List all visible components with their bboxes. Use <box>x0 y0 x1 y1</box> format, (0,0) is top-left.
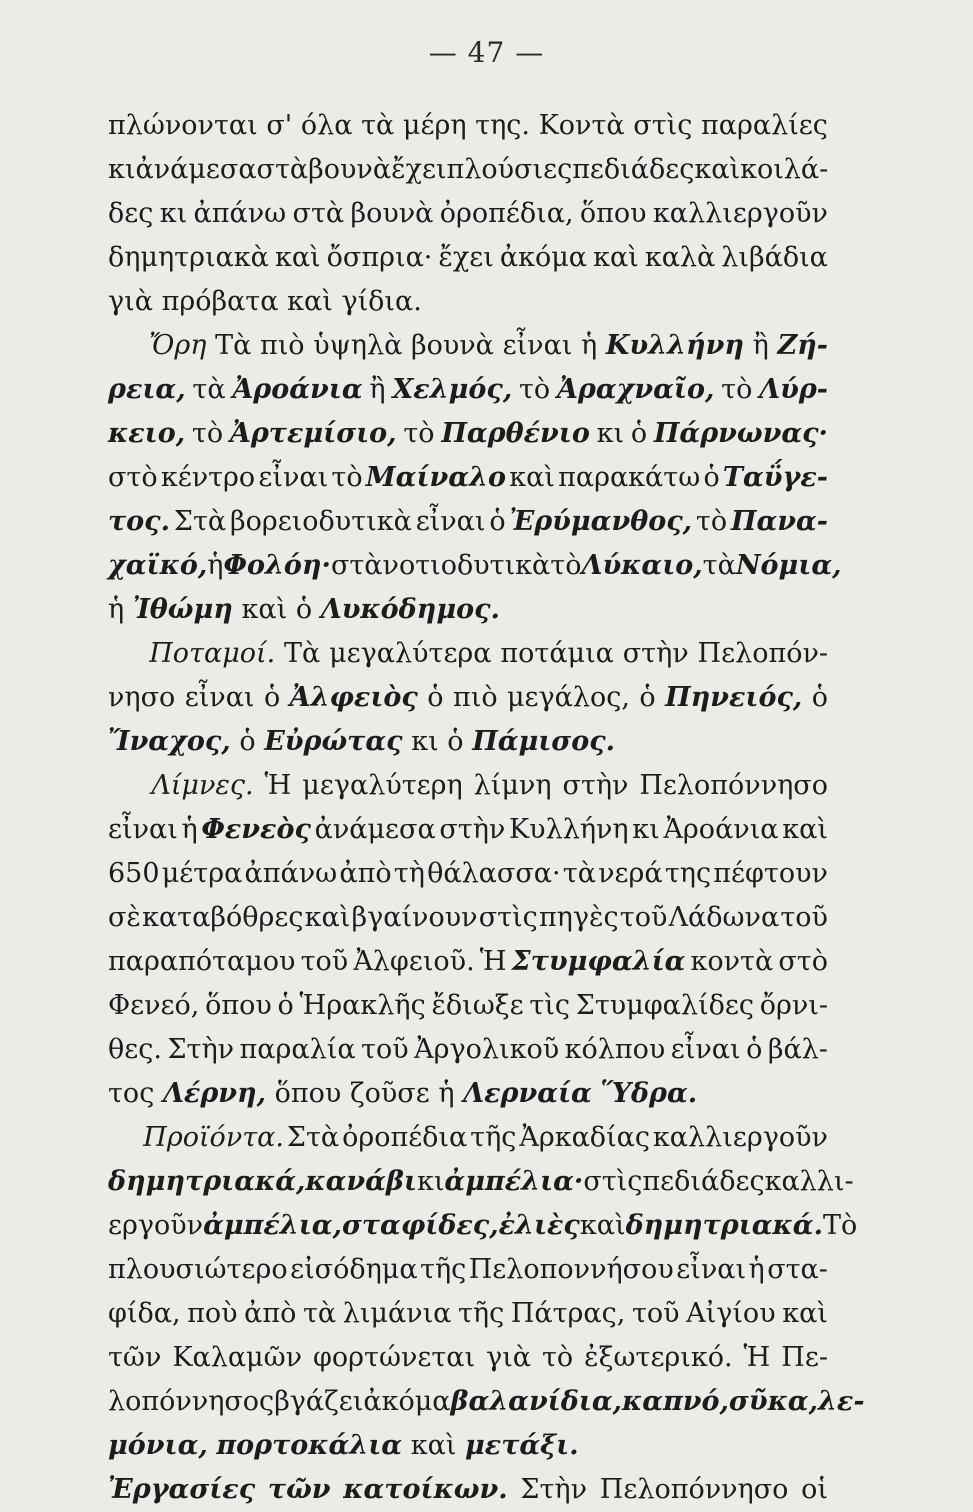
word: Λύκαιο, <box>581 550 703 581</box>
word: καλλιεργοῦν <box>652 198 828 229</box>
word: Ἀροάνια <box>232 374 363 405</box>
word: Λέρνη, <box>162 1078 267 1109</box>
text-line <box>108 764 828 808</box>
word: Πηνειός, <box>665 682 803 713</box>
text-line <box>108 500 828 544</box>
word: εἶναι <box>676 1254 747 1285</box>
word: παραλία <box>239 1034 356 1065</box>
word: εἶναι <box>108 814 178 845</box>
word: τὸ <box>541 1342 574 1373</box>
text-line <box>108 1072 828 1116</box>
word: εἶναι <box>502 330 573 361</box>
word: ὁ <box>639 682 656 713</box>
word: ἀπάνω <box>244 858 338 889</box>
word: Λάδωνα <box>668 902 780 933</box>
word: λίμνη <box>473 770 552 801</box>
word: Πάρνωνας· <box>653 418 828 449</box>
word: κόλπου <box>564 1034 666 1065</box>
word: ὁ <box>277 990 294 1021</box>
word: καὶ <box>782 814 828 845</box>
word: Ἡρακλῆς <box>299 990 426 1021</box>
word: Πελοπόννησο <box>599 1474 789 1505</box>
text-line <box>108 940 828 984</box>
text-line <box>108 1292 828 1336</box>
word: Μαίναλο <box>365 462 506 493</box>
word: μέρη <box>402 110 467 141</box>
word: Κυλλήνη <box>605 330 744 361</box>
word: στὸ <box>778 946 828 977</box>
word: νοτιοδυτικὰ <box>382 550 551 581</box>
text-line <box>108 236 828 280</box>
word: πορτοκάλια <box>216 1430 403 1461</box>
word: καὶ <box>304 902 351 933</box>
word: κατοίκων. <box>343 1474 508 1505</box>
word: τὴ <box>393 858 425 889</box>
word: καλὰ <box>644 242 716 273</box>
word: ἢ <box>752 330 769 361</box>
word: μεγαλύτερα <box>329 638 492 669</box>
word: εἶναι <box>258 462 329 493</box>
word: Ἡ <box>743 1342 771 1373</box>
word: Φολόη· <box>223 550 331 581</box>
word: γίδια. <box>341 286 422 317</box>
word: μέτρα <box>161 858 243 889</box>
word: ὀροπέδια, <box>439 198 574 229</box>
word: ἡ <box>748 1254 765 1285</box>
word: καὶ <box>509 462 555 493</box>
word: ὁ <box>295 594 313 625</box>
word: στὰ <box>292 198 345 229</box>
word: της. <box>475 110 530 141</box>
word: ἡ <box>207 550 224 581</box>
word: γιὰ <box>486 1342 532 1373</box>
word: τὸ <box>550 550 582 581</box>
word: καὶ <box>579 1210 626 1241</box>
word: Πάτρας, <box>510 1298 626 1329</box>
word: σῦκα, <box>728 1386 818 1417</box>
word: παρακάτω <box>558 462 701 493</box>
word: τὸ <box>519 374 551 405</box>
word: Λυκόδημος. <box>320 594 500 625</box>
word: Στὰ <box>286 1122 340 1153</box>
word: δημητριακὰ <box>108 242 269 273</box>
word: μεγάλος, <box>507 682 630 713</box>
word: τῆς <box>470 1122 517 1153</box>
word: ὑψηλὰ <box>313 330 403 361</box>
word: οἱ <box>801 1474 828 1505</box>
text-line <box>108 588 828 632</box>
word: τῆς <box>420 1254 467 1285</box>
word: τοῦ <box>361 1034 409 1065</box>
word: Ζή- <box>777 330 828 361</box>
word: τὰ <box>192 374 226 405</box>
word: Τὰ <box>284 638 321 669</box>
text-line <box>108 1204 858 1248</box>
word: Ποταμοί. <box>149 638 276 669</box>
word: βουνὰ <box>410 330 494 361</box>
word: λε- <box>817 1386 865 1417</box>
word: σταφίδες, <box>341 1210 499 1241</box>
word: νερά <box>598 858 663 889</box>
word: όλα <box>300 110 353 141</box>
word: Ἴναχος, <box>108 726 231 757</box>
text-line <box>108 984 828 1028</box>
word: ἢ <box>369 374 386 405</box>
word: Πανα- <box>730 506 828 537</box>
word: σ' <box>266 110 293 141</box>
text-line <box>108 1424 828 1468</box>
body-text <box>108 104 865 1512</box>
text-line <box>108 1468 828 1512</box>
word: σὲ <box>108 902 141 933</box>
text-line <box>108 192 828 236</box>
word: Ἐρύμανθος, <box>509 506 693 537</box>
word: ὁ <box>489 506 506 537</box>
word: πεδιάδες <box>642 1166 765 1197</box>
page-number: — 47 — <box>428 36 545 69</box>
word: καὶ <box>593 242 639 273</box>
word: λοπόννησος <box>108 1386 275 1417</box>
word: χαϊκό, <box>108 550 208 581</box>
word: ὅπου <box>274 1078 342 1109</box>
word: στὴν <box>622 638 689 669</box>
word: τῶν <box>267 1474 331 1505</box>
word: καλλιεργοῦν <box>652 1122 828 1153</box>
word: πιὸ <box>259 330 305 361</box>
word: πλούσιες <box>446 154 573 185</box>
text-line <box>108 456 828 500</box>
text-line <box>108 544 842 588</box>
word: πρόβατα <box>161 286 279 317</box>
word: τὸ <box>721 374 753 405</box>
text-line <box>108 280 828 324</box>
text-line <box>108 148 828 192</box>
word: στὶς <box>633 110 693 141</box>
word: Στυμφαλία <box>511 946 686 977</box>
word: βγάζει <box>274 1386 364 1417</box>
word: ἀπὸ <box>339 858 392 889</box>
word: κι <box>159 198 188 229</box>
word: κι <box>108 154 136 185</box>
word: μεγαλύτερη <box>302 770 463 801</box>
word: μόνια, <box>108 1430 208 1461</box>
word: μετάξι. <box>465 1430 579 1461</box>
word: Τὰ <box>215 330 252 361</box>
word: δημητριακά. <box>625 1210 823 1241</box>
text-line <box>108 720 828 764</box>
word: ἔδιωξε <box>431 990 524 1021</box>
word: Τὸ <box>822 1210 858 1241</box>
word: κι <box>411 726 439 757</box>
word: εργοῦν <box>108 1210 204 1241</box>
word: λιβάδια <box>721 242 828 273</box>
word: ποτάμια <box>500 638 614 669</box>
word: εἰσόδημα <box>290 1254 418 1285</box>
text-line <box>108 324 828 368</box>
word: πέφτουν <box>713 858 828 889</box>
word: Στὴν <box>167 1034 235 1065</box>
word: βγαίνουν <box>351 902 478 933</box>
word: Εὐρώτας <box>264 726 403 757</box>
word: στὰ <box>256 154 309 185</box>
word: ὁ <box>703 462 720 493</box>
word: Πελοπόννησο <box>639 770 828 801</box>
text-line <box>108 1160 854 1204</box>
word: εἶναι <box>670 1034 741 1065</box>
word: καὶ <box>241 594 288 625</box>
word: στὶς <box>478 902 538 933</box>
word: βάλ- <box>767 1034 828 1065</box>
word: ὁ <box>239 726 256 757</box>
text-line <box>108 368 828 412</box>
word: κανάβι <box>305 1166 417 1197</box>
word: ποὺ <box>187 1298 238 1329</box>
word: ὄρνι- <box>759 990 828 1021</box>
word: τὸ <box>403 418 435 449</box>
word: ἔχει <box>391 154 447 185</box>
word: κέντρο <box>160 462 256 493</box>
word: Χελμός, <box>392 374 513 405</box>
word: Λερναία <box>463 1078 592 1109</box>
word: φίδα, <box>108 1298 181 1329</box>
word: νησο <box>108 682 176 713</box>
word: τοῦ <box>300 946 349 977</box>
word: ἀμπέλια· <box>444 1166 584 1197</box>
text-line <box>108 632 828 676</box>
word: Κυλλήνη <box>509 814 629 845</box>
word: πηγὲς <box>538 902 619 933</box>
text-line <box>108 1248 828 1292</box>
word: ἀκόμα <box>499 242 588 273</box>
word: πιὸ <box>452 682 498 713</box>
text-line <box>108 1336 828 1380</box>
word: ὅπου <box>205 990 272 1021</box>
word: Στὰ <box>173 506 227 537</box>
word: βουνὰ <box>308 154 392 185</box>
word: καλλι- <box>764 1166 854 1197</box>
word: ζοῦσε <box>349 1078 430 1109</box>
word: Ὄρη <box>149 330 207 361</box>
word: Ἀργολικοῦ <box>414 1034 560 1065</box>
word: παραλίες <box>701 110 828 141</box>
word: Καλαμῶν <box>172 1342 303 1373</box>
word: στὴν <box>562 770 629 801</box>
word: ὁ <box>447 726 464 757</box>
word: ἀπάνω <box>193 198 287 229</box>
word: τος. <box>108 506 171 537</box>
word: καὶ <box>287 286 333 317</box>
text-line <box>108 412 828 456</box>
word: παραπόταμου <box>108 946 296 977</box>
word: θες. <box>108 1034 162 1065</box>
word: δες <box>108 198 154 229</box>
word: ἀνάμεσα <box>314 814 436 845</box>
word: εἶναι <box>415 506 486 537</box>
word: ὁ <box>630 418 648 449</box>
word: στὰ <box>330 550 383 581</box>
word: τὸ <box>695 506 728 537</box>
word: καταβόθρες <box>142 902 304 933</box>
word: Ὕδρα. <box>600 1078 698 1109</box>
word: δημητριακά, <box>108 1166 306 1197</box>
word: στὶς <box>583 1166 643 1197</box>
word: τὰ <box>302 1298 337 1329</box>
word: Κοντὰ <box>538 110 625 141</box>
word: τοῦ <box>619 902 668 933</box>
word: Νόμια, <box>735 550 842 581</box>
word: βορειοδυτικὰ <box>229 506 412 537</box>
word: Στυμφαλίδες <box>575 990 754 1021</box>
word: εἶναι <box>184 682 255 713</box>
text-line <box>108 676 828 720</box>
word: πλουσιώτερο <box>108 1254 288 1285</box>
word: ὀροπέδια <box>342 1122 468 1153</box>
word: τὶς <box>529 990 571 1021</box>
word: κι <box>416 1166 445 1197</box>
word: ἡ <box>108 594 125 625</box>
word: τὰ <box>562 858 596 889</box>
text-line <box>108 1380 865 1424</box>
word: ἡ <box>581 330 598 361</box>
word: βουνὰ <box>350 198 434 229</box>
word: ἀνάμεσα <box>135 154 257 185</box>
text-line <box>108 1116 828 1160</box>
word <box>108 632 140 676</box>
word: κοντὰ <box>690 946 774 977</box>
word: Ἡ <box>479 946 507 977</box>
word: τὰ <box>702 550 736 581</box>
word: Ἀλφειοῦ. <box>353 946 475 977</box>
word: ἡ <box>181 814 198 845</box>
word: καὶ <box>694 154 741 185</box>
word: τος <box>108 1078 155 1109</box>
word: τὰ <box>361 110 395 141</box>
word: ὅπου <box>579 198 647 229</box>
word: ὁ <box>263 682 281 713</box>
word: Πάμισος. <box>472 726 616 757</box>
word: τῆς <box>458 1298 505 1329</box>
word: τοῦ <box>631 1298 680 1329</box>
word: κι <box>632 814 660 845</box>
word: Ἡ <box>264 770 292 801</box>
word: θάλασσα· <box>427 858 561 889</box>
word: ἐξωτερικό. <box>584 1342 733 1373</box>
word: Ἐργασίες <box>108 1474 256 1505</box>
word: Ταΰγε- <box>722 462 828 493</box>
word: Ἀραχναῖο, <box>556 374 715 405</box>
word <box>108 764 140 808</box>
word: ἀπὸ <box>244 1298 297 1329</box>
word: ὄσπρια· <box>326 242 433 273</box>
word <box>108 324 140 368</box>
word: στα- <box>767 1254 828 1285</box>
word: καπνό, <box>622 1386 729 1417</box>
word: λιμάνια <box>342 1298 452 1329</box>
word: Ἰθώμη <box>132 594 233 625</box>
word: ἀμπέλια, <box>203 1210 342 1241</box>
word: ὁ <box>811 682 828 713</box>
word: βαλανίδια, <box>450 1386 622 1417</box>
word: φορτώνεται <box>312 1342 476 1373</box>
word: Παρθένιο <box>441 418 590 449</box>
word: στὸ <box>108 462 158 493</box>
word: Αἰγίου <box>686 1298 776 1329</box>
word: κειο, <box>108 418 186 449</box>
word: γιὰ <box>108 286 153 317</box>
word: Προϊόντα. <box>143 1122 284 1153</box>
word: Ἀρτεμίσιο, <box>229 418 397 449</box>
word: ὁ <box>746 1034 763 1065</box>
word: ἐλιὲς <box>498 1210 580 1241</box>
text-line <box>108 104 828 148</box>
word: Ἀροάνια <box>663 814 779 845</box>
text-line <box>108 896 828 940</box>
word: τῶν <box>108 1342 162 1373</box>
word: Πελοπόν- <box>697 638 828 669</box>
word: στὴν <box>439 814 506 845</box>
word: ρεια, <box>108 374 186 405</box>
word: κι <box>596 418 625 449</box>
word: Φενεό, <box>108 990 200 1021</box>
word: Στὴν <box>520 1474 588 1505</box>
word: Πε- <box>781 1342 828 1373</box>
text-line <box>108 808 828 852</box>
word: κοιλά- <box>740 154 829 185</box>
word: Ἀλφειὸς <box>289 682 418 713</box>
word: καὶ <box>410 1430 457 1461</box>
word: τὸ <box>331 462 363 493</box>
word: Φενεὸς <box>201 814 311 845</box>
word: πεδιάδες <box>572 154 695 185</box>
word: της <box>664 858 712 889</box>
word: τοῦ <box>780 902 828 933</box>
word: ἔχει <box>438 242 494 273</box>
word: πλώνονται <box>108 110 258 141</box>
text-line <box>108 852 828 896</box>
word: Πελοποννήσου <box>468 1254 674 1285</box>
word: καὶ <box>274 242 321 273</box>
word: τὸ <box>191 418 224 449</box>
word: Λίμνες. <box>151 770 254 801</box>
word: Λύρ- <box>759 374 828 405</box>
word: ὁ <box>427 682 444 713</box>
word: καὶ <box>782 1298 828 1329</box>
text-line <box>108 1028 828 1072</box>
word: 650 <box>108 858 160 889</box>
word <box>108 1116 140 1160</box>
word: ἡ <box>438 1078 455 1109</box>
word: Ἀρκαδίας <box>519 1122 651 1153</box>
word: ἀκόμα <box>363 1386 451 1417</box>
